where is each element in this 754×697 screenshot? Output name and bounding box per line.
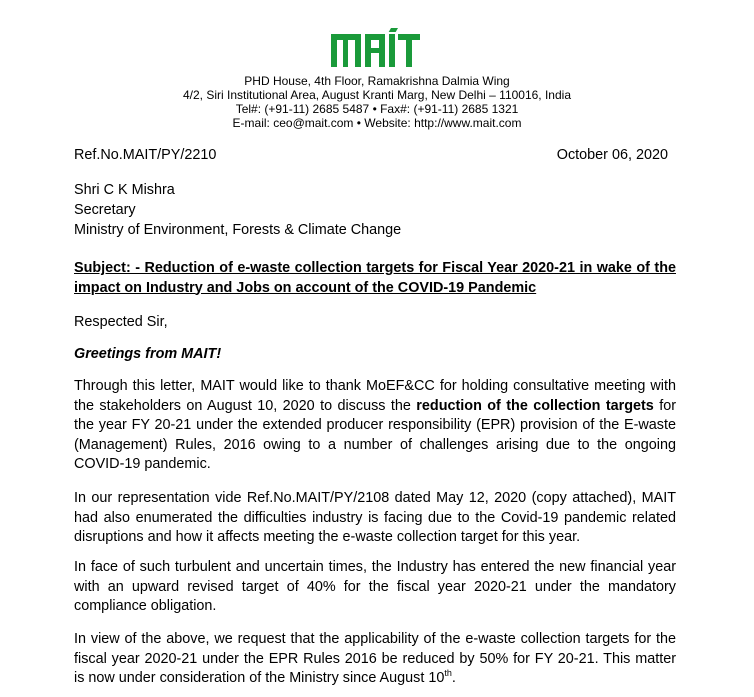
subject-line: Subject: - Reduction of e-waste collection targets for Fiscal Year 2020-21 in wake of the impact on Industry and Jobs on account of the COVID-19 Pandemic — [74, 260, 676, 296]
letterhead-address — [0, 74, 754, 130]
addressee-name: Shri C K Mishra — [74, 182, 175, 198]
mait-logo — [329, 28, 421, 68]
paragraph-2: In our representation vide Ref.No.MAIT/PY/2108 dated May 12, 2020 (copy attached), MAIT had also enumerated the difficulties industry is facing due to the Covid-19 pandemic related disruptions and how it affects meeting the e-waste collection target for this year. — [74, 490, 676, 545]
letter-date: October 06, 2020 — [556, 147, 668, 163]
salutation: Respected Sir, — [74, 314, 168, 330]
paragraph-3: In face of such turbulent and uncertain times, the Industry has entered the new financial year with an upward revised target of 40% for the fiscal year 2020-21 under the mandatory compliance obligation. — [74, 559, 676, 614]
addressee-ministry: Ministry of Environment, Forests & Climate Change — [74, 222, 402, 238]
addressee-block — [74, 180, 676, 240]
letterhead-line-1: PHD House, 4th Floor, Ramakrishna Dalmia Wing — [244, 74, 510, 88]
letterhead-line-2: 4/2, Siri Institutional Area, August Kranti Marg, New Delhi – 110016, India — [183, 88, 571, 102]
paragraph-4-text-a: In view of the above, we request that the applicability of the e-waste collection targets for the fiscal year 2020-21 under the EPR Rules 2016 be reduced by 50% for FY 20-21. This matter is now under consideration of the Ministry since August 10 — [74, 631, 676, 686]
reference-row — [74, 147, 668, 163]
paragraph-4 — [74, 630, 676, 689]
reference-number: Ref.No.MAIT/PY/2210 — [74, 147, 217, 163]
paragraph-1-text-a: Through this letter, MAIT would like to thank MoEF&CC for holding consultative meeting with the stakeholders on August 10, 2020 to discuss the — [74, 378, 676, 414]
paragraph-1-text-c: for the year FY 20-21 under the extended producer responsibility (EPR) provision of the E-waste (Management) Rules, 2016 owing to a number of challenges arising due to the ongoing COVID-19 pandemic. — [74, 397, 677, 472]
greeting: Greetings from MAIT! — [74, 346, 222, 362]
paragraph-4-superscript: th — [444, 668, 452, 679]
paragraph-1 — [74, 377, 676, 475]
paragraph-4-text-b: . — [451, 670, 456, 686]
letterhead-line-3: Tel#: (+91-11) 2685 5487 • Fax#: (+91-11) 2685 1321 — [235, 102, 519, 116]
paragraph-1-bold: reduction of the collection targets — [416, 397, 654, 414]
letterhead-line-4: E-mail: ceo@mait.com • Website: http://www.mait.com — [232, 116, 522, 130]
addressee-designation: Secretary — [74, 202, 136, 218]
